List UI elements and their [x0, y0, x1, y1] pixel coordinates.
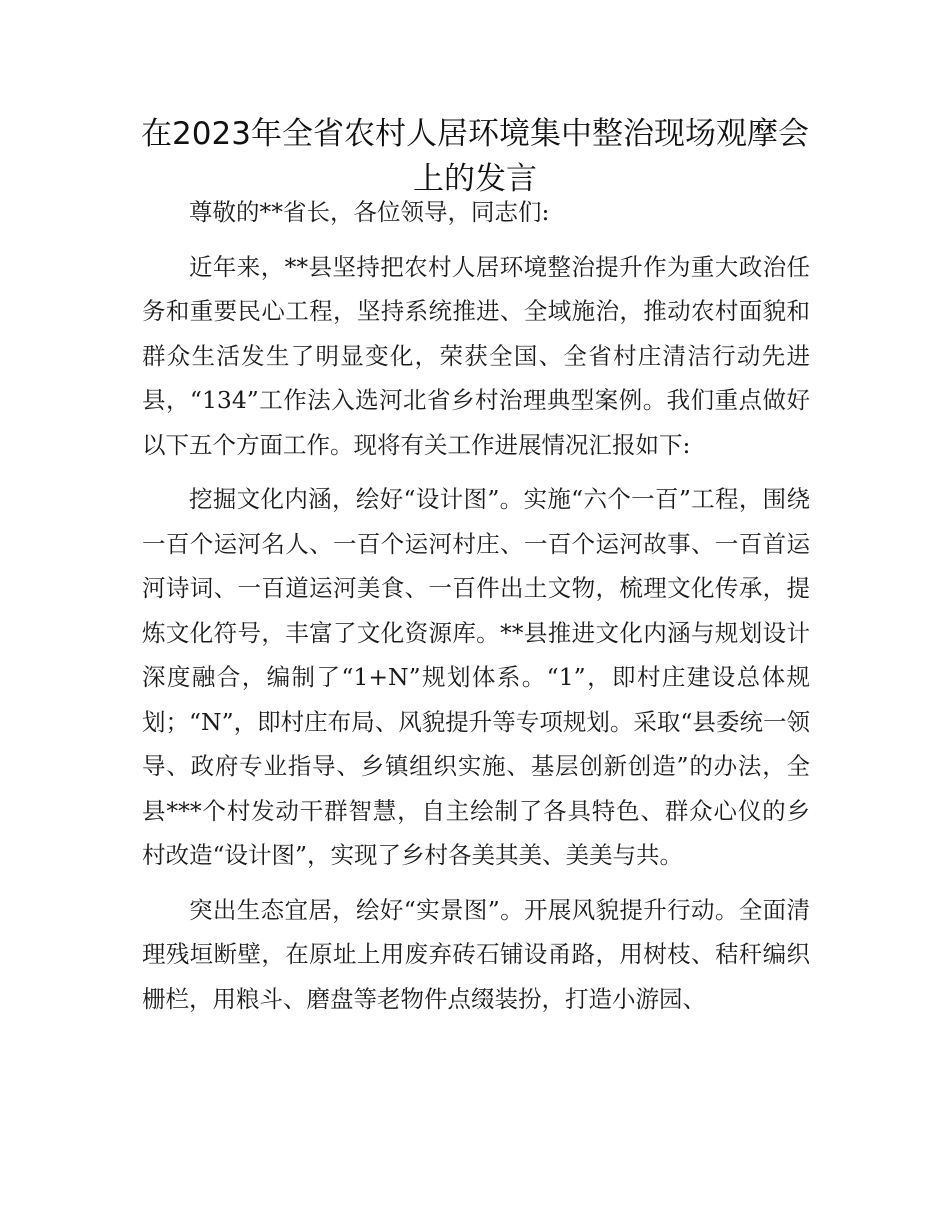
- paragraph-intro: 近年来，**县坚持把农村人居环境整治提升作为重大政治任务和重要民心工程，坚持系统推进、全域施治，推动农村面貌和群众生活发生了明显变化，荣获全国、全省村庄清洁行动先进县，“134”工作法入选河北省乡村治理典型案例。我们重点做好以下五个方面工作。现将有关工作进展情况汇报如下:: [142, 252, 810, 459]
- paragraph-culture: 挖掘文化内涵，绘好“设计图”。实施“六个一百”工程，围绕一百个运河名人、一百个运河村庄、一百个运河故事、一百首运河诗词、一百道运河美食、一百件出土文物，梳理文化传承，提炼文化符号，丰富了文化资源库。**县推进文化内涵与规划设计深度融合，编制了“1+N”规划体系。“1”，即村庄建设总体规划；“N”，即村庄布局、风貌提升等专项规划。采取“县委统一领导、政府专业指导、乡镇组织实施、基层创新创造”的办法，全县***个村发动干群智慧，自主绘制了各具特色、群众心仪的乡村改造“设计图”，实现了乡村各美其美、美美与共。: [142, 485, 810, 869]
- paragraph-ecology: 突出生态宜居，绘好“实景图”。开展风貌提升行动。全面清理残垣断壁，在原址上用废弃砖石铺设甬路，用树枝、秸秆编织栅栏，用粮斗、磨盘等老物件点缀装扮，打造小游园、: [142, 895, 810, 1013]
- document-title: 在2023年全省农村人居环境集中整治现场观摩会上的发言: [141, 116, 809, 197]
- salutation: 尊敬的**省长，各位领导，同志们:: [189, 198, 550, 226]
- document-body: [142, 190, 810, 1031]
